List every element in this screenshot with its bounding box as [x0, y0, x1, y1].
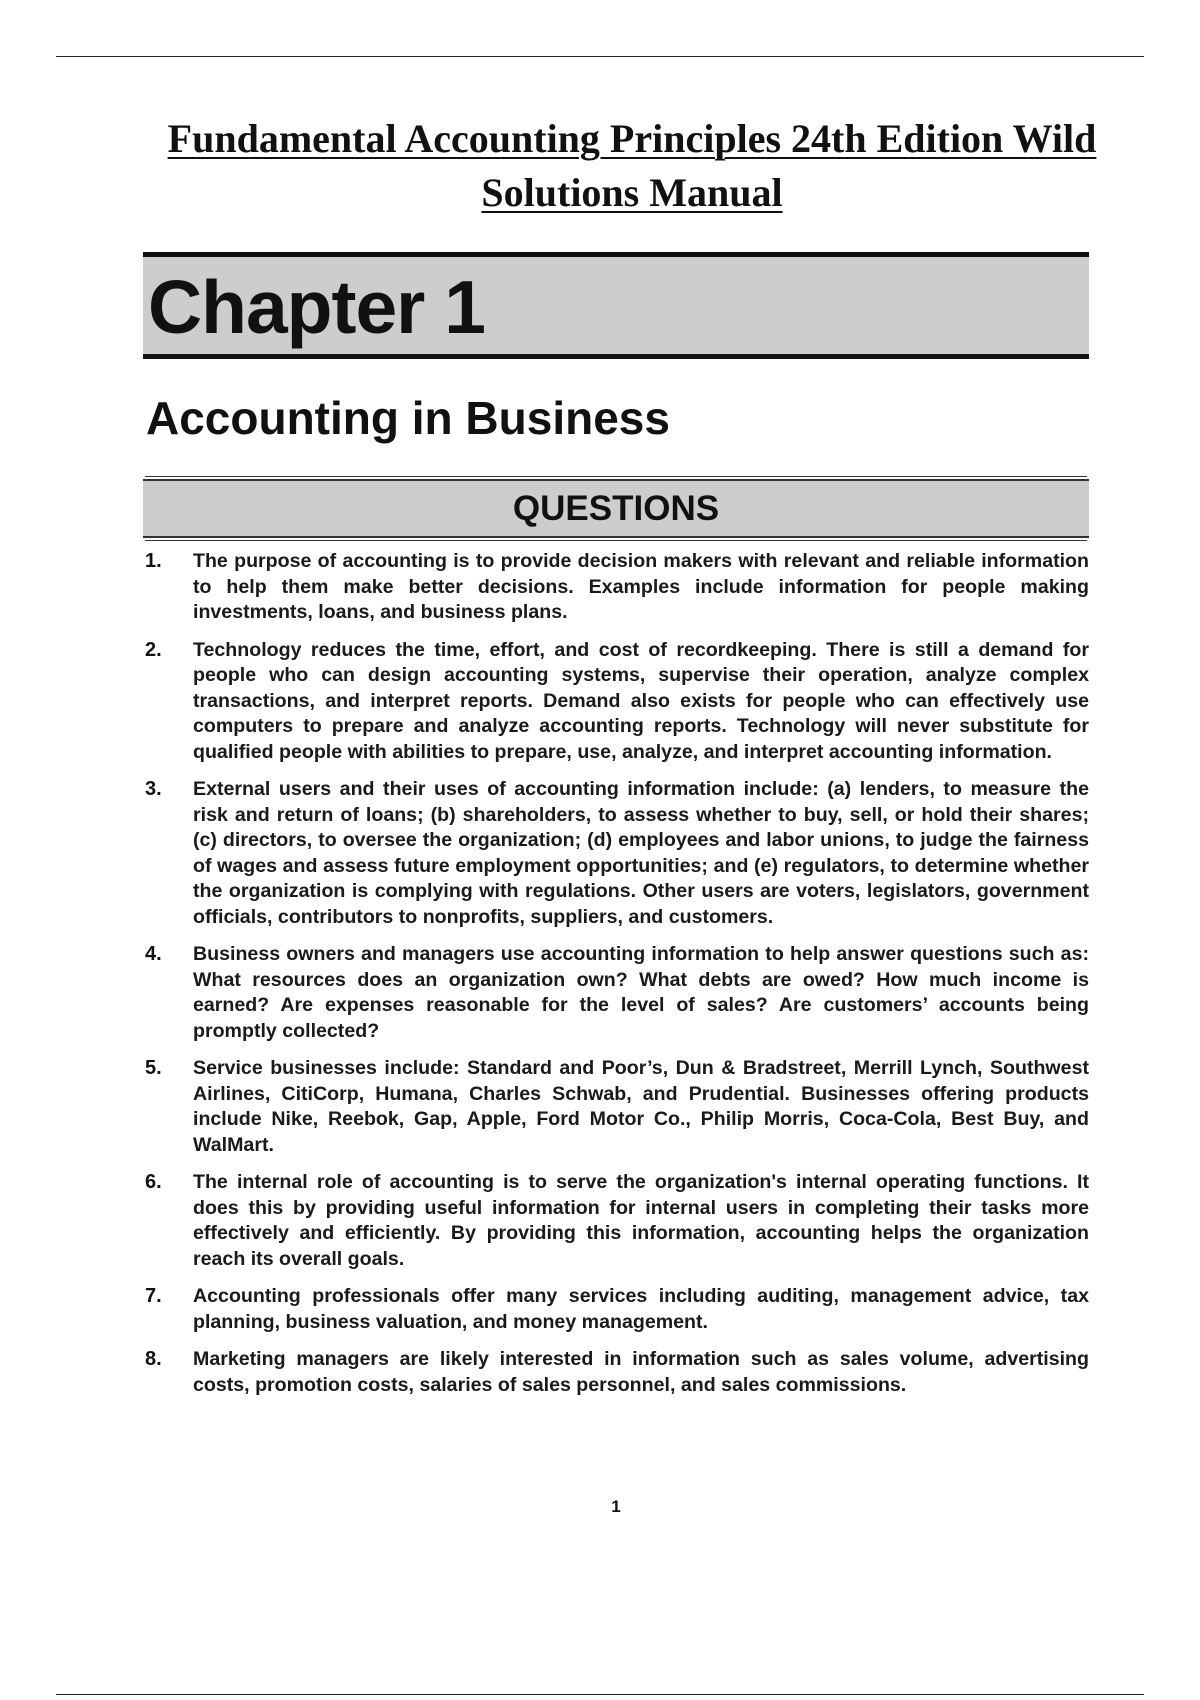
chapter-title: Chapter 1 [148, 265, 485, 349]
question-item [143, 638, 1089, 766]
chapter-subtitle: Accounting in Business [146, 392, 670, 444]
question-text: Service businesses include: Standard and Poor’s, Dun & Bradstreet, Merrill Lynch, Southwest Airlines, CitiCorp, Humana, Charles Schwab, and Prudential. Businesses offering products include Nike, Reebok, Gap, Apple, Ford Motor Co., Philip Morris, Coca-Cola, Best Buy, and WalMart. [193, 1057, 1089, 1156]
document-title: Fundamental Accounting Principles 24th Edition Wild Solutions Manual [167, 116, 1097, 215]
question-item [143, 1056, 1089, 1158]
question-item [143, 1284, 1089, 1335]
bottom-rule [56, 1694, 1144, 1695]
question-text: The purpose of accounting is to provide decision makers with relevant and reliable information to help them make better decisions. Examples include information for people making investments, loans, and business plans. [193, 550, 1089, 623]
question-text: Business owners and managers use accounting information to help answer questions such as: What resources does an organization own? What debts are owed? How much income is earned? Are expenses reasonable for the level of sales? Are customers’ accounts being promptly collected? [193, 943, 1089, 1042]
question-number: 3. [145, 778, 162, 800]
question-text: Marketing managers are likely interested in information such as sales volume, advertising costs, promotion costs, salaries of sales personnel, and sales commissions. [193, 1348, 1089, 1396]
chapter-banner [143, 252, 1089, 359]
questions-banner [143, 479, 1089, 538]
question-item [143, 942, 1089, 1044]
questions-list [143, 549, 1089, 1410]
question-number: 2. [145, 638, 162, 661]
question-number: 6. [145, 1171, 162, 1193]
question-number: 8. [145, 1348, 162, 1370]
top-rule [56, 56, 1144, 57]
question-item [143, 549, 1089, 626]
question-number: 5. [145, 1057, 162, 1079]
question-item [143, 1170, 1089, 1272]
question-text: The internal role of accounting is to serve the organization's internal operating functions. It does this by providing useful information for internal users in completing their tasks more effectively and efficiently. By providing this information, accounting helps the organization reach its overall goals. [193, 1171, 1089, 1270]
question-text: External users and their uses of accounting information include: (a) lenders, to measure the risk and return of loans; (b) shareholders, to assess whether to buy, sell, or hold their shares; (c) directors, to oversee the organization; (d) employees and labor unions, to judge the fairness of wages and assess future employment opportunities; and (e) regulators, to determine whether the organization is complying with regulations. Other users are voters, legislators, government officials, contributors to nonprofits, suppliers, and customers. [193, 778, 1089, 928]
question-item [143, 1347, 1089, 1398]
question-text: Technology reduces the time, effort, and cost of recordkeeping. There is still a demand for people who can design accounting systems, supervise their operation, analyze complex transactions, and interpret reports. Demand also exists for people who can effectively use computers to prepare and analyze accounting reports. Technology will never substitute for qualified people with abilities to prepare, use, analyze, and interpret accounting information. [193, 638, 1089, 763]
page-number: 1 [611, 1497, 621, 1516]
question-number: 1. [145, 550, 162, 572]
question-item [143, 777, 1089, 930]
question-number: 4. [145, 943, 162, 965]
question-text: Accounting professionals offer many services including auditing, management advice, tax planning, business valuation, and money management. [193, 1285, 1089, 1333]
section-heading: QUESTIONS [512, 489, 720, 528]
question-number: 7. [145, 1285, 162, 1307]
